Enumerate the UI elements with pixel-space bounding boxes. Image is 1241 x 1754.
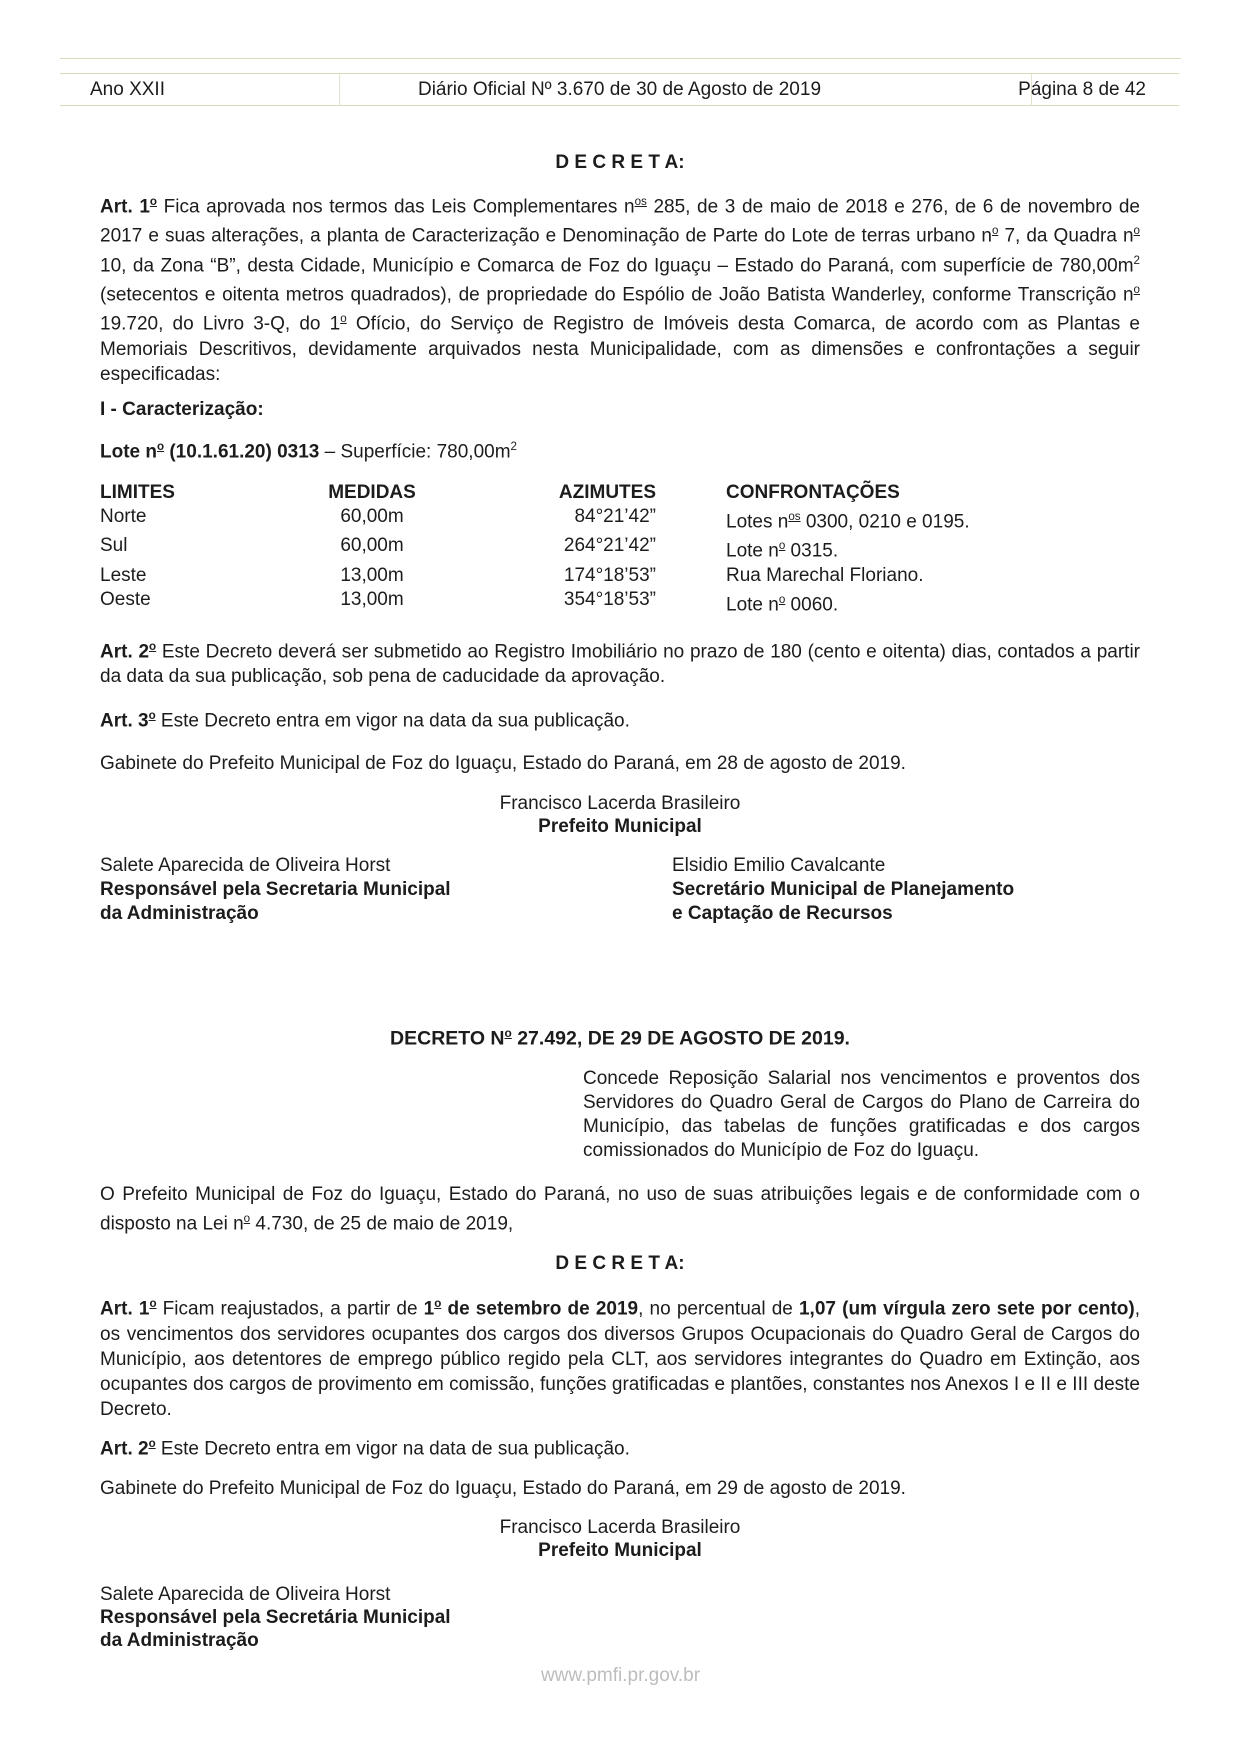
signature-block-mayor-2 (100, 1516, 1140, 1562)
footer-url: www.pmfi.pr.gov.br (540, 1665, 701, 1686)
decree1-article-1: Art. 1$^o$ Fica aprovada nos termos das Leis Complementares $n^{os}$ 285, de 3 de maio de 2018 e 276, de 6 de novembro de 2017 e suas alterações, a planta de Caracterização e Denominação de Parte do Lote de terras urbano $n^o$ 7, da Quadra $n^o$ 10, da Zona “B”, desta Cidade, Município e Comarca de Foz do Iguaçu – Estado do Paraná, com superfície de $780,00m^2$ (setecentos e oitenta metros quadrados), de propriedade do Espólio de João Batista Wanderley, conforme Transcrição $n^o$ 19.720, do Livro 3-Q, do 1$^o$ Ofício, do Serviço de Registro de Imóveis desta Comarca, de acordo com as Plantas e Memoriais Descritivos, devidamente arquivados nesta Municipalidade, com as dimensões e confrontações a seguir especificadas: (100, 196, 1140, 385)
signature-role: Prefeito Municipal (538, 1540, 702, 1562)
signature-block-left (100, 854, 672, 926)
signature-name: Salete Aparecida de Oliveira Horst (100, 1584, 391, 1606)
header-year-label: Ano XXII (90, 79, 165, 100)
cell-medida: 60,00m (340, 535, 404, 557)
signature-block-mayor (100, 792, 1140, 838)
cell-azimute: 354°18’53” (563, 588, 656, 610)
cell-limite: Sul (100, 535, 128, 557)
signature-block-right (672, 854, 1140, 926)
cell-limite: Norte (100, 505, 147, 527)
signature-role: e Captação de Recursos (672, 902, 893, 924)
col-header-azimutes: AZIMUTES (558, 481, 656, 503)
cell-limite: Oeste (100, 588, 151, 610)
decree2-article-2: Art. 2$^o$ Este Decreto entra em vigor na data de sua publicação. (100, 1437, 630, 1460)
signature-name: Francisco Lacerda Brasileiro (499, 792, 741, 814)
cell-medida: 60,00m (340, 505, 404, 527)
signature-name: Elsidio Emilio Cavalcante (672, 854, 886, 876)
signature-role: da Administração (100, 1630, 259, 1652)
cell-azimute: 264°21’42” (563, 535, 656, 557)
table-row (100, 505, 1140, 534)
cell-azimute: 84°21’42” (574, 505, 656, 527)
signature-name: Francisco Lacerda Brasileiro (499, 1517, 741, 1539)
decree2-preamble: O Prefeito Municipal de Foz do Iguaçu, Estado do Paraná, no uso de suas atribuições legais e de conformidade com o disposto na Lei $n^o$ 4.730, de 25 de maio de 2019, (100, 1184, 1140, 1235)
cell-azimute: 174°18’53” (563, 564, 656, 586)
table-row (100, 588, 1140, 617)
header-page-number: Página 8 de 42 (1018, 79, 1146, 100)
limits-table (100, 481, 1140, 617)
table-row (100, 564, 1140, 588)
decree1-article-2: Art. 2$^o$ Este Decreto deverá ser submetido ao Registro Imobiliário no prazo de 180 (cento e oitenta) dias, contados a partir da data da sua publicação, sob pena de caducidade da aprovação. (100, 640, 1140, 688)
cell-confrontacao: Lote $n^o$ 0315. (726, 540, 839, 562)
decree1-article-3: Art. 3$^o$ Este Decreto entra em vigor na data da sua publicação. (100, 710, 630, 732)
signature-role: Prefeito Municipal (538, 815, 702, 837)
cell-medida: 13,00m (340, 588, 404, 610)
decree2-ementa: Concede Reposição Salarial nos vencimentos e proventos dos Servidores do Quadro Geral de Cargos do Plano de Carreira do Município, das tabelas de funções gratificadas e dos cargos comissionados do Município de Foz do Iguaçu. (583, 1068, 1140, 1162)
decree2-gabinete-line: Gabinete do Prefeito Municipal de Foz do Iguaçu, Estado do Paraná, em 29 de agosto de 2019. (100, 1478, 906, 1500)
signature-block-left-2 (100, 1583, 1140, 1652)
col-header-limites: LIMITES (100, 481, 175, 503)
decree2-title: DECRETO $N^o$ 27.492, DE 29 DE AGOSTO DE 2019. (390, 1025, 850, 1050)
table-row (100, 534, 1140, 563)
decree2-article-1: Art. 1$^o$ Ficam reajustados, a partir de 1$^o$ de setembro de 2019, no percentual de 1,07 (um vírgula zero sete por cento), os vencimentos dos servidores ocupantes dos cargos dos diversos Grupos Ocupacionais do Quadro Geral de Cargos do Município, aos detentores de emprego público regido pela CLT, aos servidores integrantes do Quadro em Extinção, aos ocupantes dos cargos de provimento em comissão, funções gratificadas e plantões, constantes nos Anexos I e II e III deste Decreto. (100, 1298, 1140, 1420)
signature-role: Secretário Municipal de Planejamento (672, 878, 1015, 900)
decreta-heading-1: D E C R E T A: (555, 152, 685, 173)
cell-confrontacao: Rua Marechal Floriano. (726, 564, 924, 586)
page-content (100, 0, 1140, 1652)
col-header-medidas: MEDIDAS (328, 481, 416, 503)
signature-role: Responsável pela Secretaria Municipal (100, 878, 451, 900)
signature-name: Salete Aparecida de Oliveira Horst (100, 854, 391, 876)
col-header-confrontacoes: CONFRONTAÇÕES (726, 481, 900, 503)
signature-role: da Administração (100, 902, 259, 924)
cell-limite: Leste (100, 564, 147, 586)
signature-role: Responsável pela Secretária Municipal (100, 1607, 451, 1629)
header-issue-title: Diário Oficial Nº 3.670 de 30 de Agosto de 2019 (417, 79, 822, 100)
cell-confrontacao: Lotes $n^{os}$ 0300, 0210 e 0195. (726, 510, 970, 533)
section-heading-caracterizacao: I - Caracterização: (100, 398, 264, 420)
limits-table-header-row (100, 481, 1140, 505)
decree1-gabinete-line: Gabinete do Prefeito Municipal de Foz do Iguaçu, Estado do Paraná, em 28 de agosto de 2019. (100, 752, 906, 774)
signature-columns (100, 854, 1140, 926)
cell-confrontacao: Lote $n^o$ 0060. (726, 593, 839, 615)
cell-medida: 13,00m (340, 564, 404, 586)
decreta-heading-2: D E C R E T A: (555, 1253, 685, 1275)
lot-title: Lote $n^o$ (10.1.61.20) 0313 – Superfície: $780,00m^2$ (100, 440, 517, 462)
